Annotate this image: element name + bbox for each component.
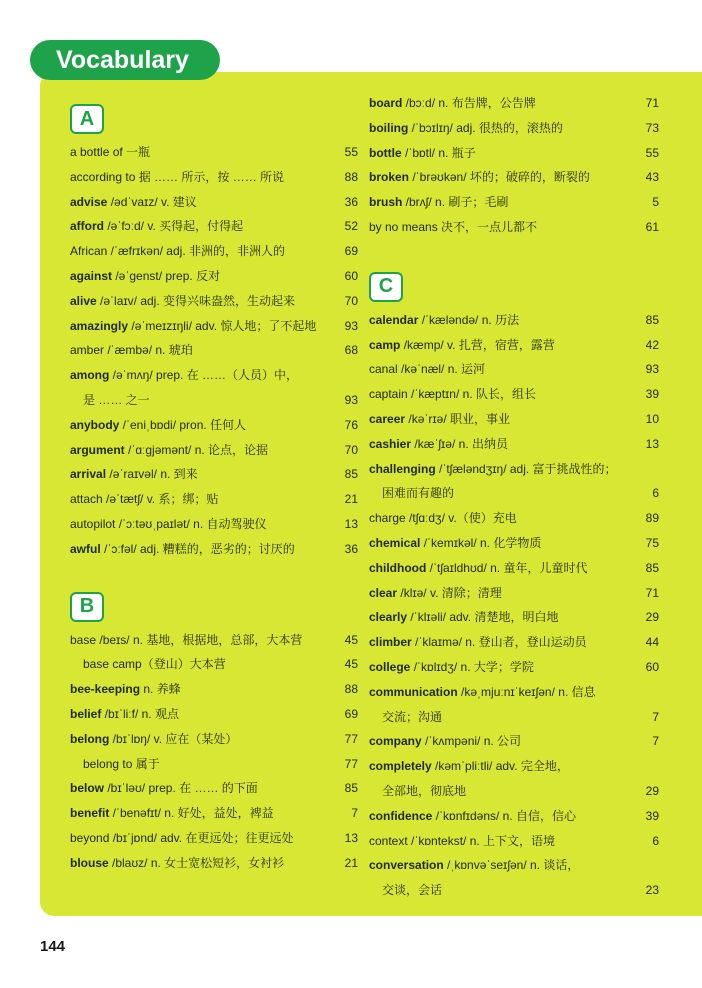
vocab-page-ref: 85 — [645, 560, 659, 575]
vocab-entry — [70, 654, 358, 674]
vocab-entry — [369, 310, 659, 330]
vocab-entry — [369, 508, 659, 528]
vocab-entry-text — [369, 657, 534, 677]
vocab-entry — [70, 291, 358, 311]
vocab-entry-text — [382, 483, 454, 503]
vocab-headword: blouse — [70, 855, 109, 870]
vocab-page-ref: 45 — [344, 657, 358, 672]
vocab-entry — [70, 729, 358, 749]
vocab-entry-text — [70, 803, 274, 823]
vocab-headword: confidence — [369, 808, 433, 823]
vocab-page-ref: 75 — [645, 536, 659, 550]
vocab-page-ref: 36 — [344, 194, 358, 209]
vocab-entry-text — [369, 558, 587, 578]
vocab-entry-text — [70, 778, 258, 798]
vocab-definition: /ˈbenəfɪt/ n. 好处，益处，裨益 — [109, 806, 274, 821]
vocab-definition: amber /ˈæmbə/ n. 琥珀 — [70, 343, 193, 358]
vocab-page-ref: 68 — [344, 343, 358, 358]
vocab-headword: completely — [369, 759, 432, 774]
vocab-headword: benefit — [70, 806, 110, 821]
vocab-entry-text — [369, 93, 536, 113]
vocab-headword: clear — [369, 585, 398, 600]
vocab-entry — [369, 707, 659, 727]
vocab-entry — [369, 483, 659, 503]
vocab-page-ref: 69 — [344, 707, 358, 721]
vocab-headword: amazingly — [70, 318, 129, 333]
vocab-entry-text — [70, 142, 150, 162]
vocab-headword: advise — [70, 194, 108, 209]
vocab-definition: canal /kəˈnæl/ n. 运河 — [369, 362, 486, 377]
vocab-page-ref: 77 — [344, 756, 358, 771]
vocab-entry — [70, 754, 358, 774]
vocab-entry — [369, 533, 659, 553]
vocab-headword: camp — [369, 337, 401, 352]
vocab-page-ref: 10 — [645, 412, 659, 426]
vocab-headword: challenging — [369, 461, 436, 476]
vocab-definition: /ˈbrəʊkən/ 坏的；破碎的，断裂的 — [409, 170, 590, 185]
vocab-page-ref: 5 — [652, 195, 659, 210]
vocab-entry — [369, 384, 659, 404]
vocab-entry-text — [382, 707, 442, 727]
vocab-page-ref: 70 — [344, 293, 358, 308]
vocab-headword: calendar — [369, 312, 419, 327]
vocab-definition: /ˈeniˌbɒdi/ pron. 任何人 — [119, 417, 247, 432]
vocab-entry-text — [369, 335, 555, 355]
vocab-page-ref: 21 — [344, 855, 358, 870]
vocab-definition: 困难而有趣的 — [382, 486, 455, 501]
vocab-entry-text — [70, 489, 218, 509]
vocab-entry-text — [70, 729, 237, 749]
vocab-definition: by no means 决不，一点儿都不 — [369, 220, 538, 234]
section-letter-c: C — [369, 272, 403, 302]
vocab-page-ref: 13 — [645, 436, 659, 451]
vocab-entry — [369, 143, 659, 163]
vocab-page-ref: 23 — [645, 883, 659, 898]
vocab-entry-text — [369, 533, 541, 553]
vocab-page-ref: 60 — [344, 269, 358, 283]
vocab-page-ref: 60 — [645, 660, 659, 674]
vocab-definition: /ˈɑːɡjəmənt/ n. 论点，论据 — [124, 442, 269, 457]
vocab-page-ref: 13 — [344, 831, 358, 845]
vocab-entry — [70, 489, 358, 509]
vocab-headword: company — [369, 734, 422, 749]
vocab-entry — [369, 459, 659, 479]
vocab-entry — [369, 192, 659, 212]
vocab-page-ref: 43 — [645, 170, 659, 185]
vocab-entry-text — [70, 415, 246, 435]
vocab-entry-text — [70, 340, 193, 360]
vocab-page-ref: 73 — [645, 120, 659, 135]
vocab-definition: /ˈbɒtl/ n. 瓶子 — [401, 145, 476, 160]
vocab-definition: /ˈkʌmpəni/ n. 公司 — [421, 734, 522, 749]
vocab-entry-text — [70, 440, 268, 460]
vocab-entry-text — [70, 679, 181, 699]
page-title: Vocabulary — [30, 40, 220, 80]
vocab-entry-text — [70, 464, 198, 484]
vocab-definition: 交谈，会话 — [382, 883, 443, 898]
vocab-entry — [369, 682, 659, 702]
vocab-entry-text — [70, 266, 220, 286]
vocab-definition: /kəmˈpliːtli/ adv. 完全地， — [431, 759, 569, 774]
section-letter-a: A — [70, 104, 104, 134]
vocab-entry-text — [83, 754, 160, 774]
vocab-entry — [70, 415, 358, 435]
vocab-page-ref: 29 — [645, 784, 659, 798]
vocab-entry — [369, 217, 659, 237]
vocab-headword: chemical — [369, 536, 421, 550]
vocab-entry — [369, 118, 659, 138]
vocab-definition: /blaʊz/ n. 女士宽松短衫，女衬衫 — [108, 855, 285, 870]
vocab-entry-text — [369, 855, 579, 875]
vocab-entry-text — [83, 390, 150, 410]
vocab-page-ref: 61 — [645, 220, 659, 234]
vocab-definition: /ˈklɪəli/ adv. 清楚地，明白地 — [407, 610, 559, 625]
vocab-entry-text — [70, 630, 302, 650]
vocab-entry — [70, 704, 358, 724]
vocab-headword: childhood — [369, 560, 427, 575]
vocab-entry — [369, 335, 659, 355]
vocab-entry — [369, 806, 659, 826]
vocab-page-ref: 93 — [344, 318, 358, 333]
vocab-entry — [70, 440, 358, 460]
vocab-entry — [70, 390, 358, 410]
vocab-page-ref: 71 — [645, 585, 659, 600]
vocab-entry-text — [369, 143, 476, 163]
vocab-entry-text — [70, 291, 295, 311]
vocab-definition: /bɪˈləʊ/ prep. 在 …… 的下面 — [104, 781, 258, 796]
section-letter-b: B — [70, 592, 104, 622]
vocab-page-ref: 88 — [344, 169, 358, 184]
vocab-page-ref: 71 — [645, 96, 659, 110]
vocab-headword: belong — [70, 731, 110, 746]
vocab-headword: boiling — [369, 120, 409, 135]
vocab-entry — [70, 167, 358, 187]
vocab-page-ref: 55 — [645, 145, 659, 160]
vocab-definition: 交流；沟通 — [382, 709, 443, 724]
vocab-definition: according to 据 …… 所示，按 …… 所说 — [70, 169, 285, 184]
vocab-entry — [70, 241, 358, 261]
vocab-entry — [70, 192, 358, 212]
vocab-entry-text — [70, 853, 284, 873]
vocab-page-ref: 70 — [344, 442, 358, 457]
vocab-entry-text — [70, 167, 284, 187]
vocab-definition: /əˈlaɪv/ adj. 变得兴味盎然，生动起来 — [96, 293, 296, 308]
vocabulary-panel — [40, 72, 702, 916]
vocab-headword: clearly — [369, 610, 408, 625]
vocab-definition: /əˈfɔːd/ v. 买得起，付得起 — [104, 219, 244, 234]
vocab-definition: /brʌʃ/ n. 刷子；毛刷 — [402, 195, 509, 210]
vocab-definition: /kəˌmjuːnɪˈkeɪʃən/ n. 信息 — [457, 684, 596, 699]
vocab-entry-text — [70, 365, 298, 385]
vocab-entry — [369, 583, 659, 603]
vocab-entry-text — [369, 217, 537, 237]
vocab-definition: /klɪə/ v. 清除；清理 — [397, 585, 502, 600]
vocab-page-ref: 93 — [645, 362, 659, 377]
vocab-entry — [369, 558, 659, 578]
vocab-entry — [369, 359, 659, 379]
vocab-entry — [369, 657, 659, 677]
vocab-definition: a bottle of 一瓶 — [70, 145, 151, 159]
vocab-entry — [70, 853, 358, 873]
vocab-entry-text — [83, 654, 226, 674]
vocab-entry — [70, 539, 358, 559]
vocab-page-ref: 7 — [652, 709, 659, 724]
vocab-entry-text — [70, 192, 197, 212]
vocab-page-ref: 55 — [344, 145, 358, 159]
vocab-entry — [70, 778, 358, 798]
vocab-entry-text — [70, 539, 295, 559]
vocab-entry — [70, 365, 358, 385]
vocab-definition: belong to 属于 — [83, 756, 160, 771]
vocab-page-ref: 39 — [645, 808, 659, 823]
vocab-definition: n. 养蜂 — [140, 682, 181, 697]
vocab-entry — [369, 756, 659, 776]
vocab-definition: base /beɪs/ n. 基地，根据地，总部，大本营 — [70, 632, 303, 647]
vocab-page-ref: 6 — [652, 833, 659, 848]
vocab-entry — [70, 266, 358, 286]
vocab-page-ref: 85 — [344, 781, 358, 796]
vocab-definition: /ˈkɒnfɪdəns/ n. 自信，信心 — [432, 808, 577, 823]
vocab-page-ref: 29 — [645, 610, 659, 625]
vocab-headword: brush — [369, 195, 403, 210]
vocab-headword: awful — [70, 541, 101, 556]
vocab-definition: 是 …… 之一 — [83, 393, 150, 407]
vocab-headword: bee-keeping — [70, 682, 141, 697]
vocab-definition: context /ˈkɒntekst/ n. 上下文，语境 — [369, 833, 556, 848]
vocab-headword: alive — [70, 293, 97, 308]
vocab-page-ref: 85 — [344, 467, 358, 482]
vocab-definition: /ˈkæləndə/ n. 历法 — [418, 312, 520, 327]
vocab-headword: anybody — [70, 417, 120, 432]
vocab-entry — [369, 409, 659, 429]
vocab-headword: afford — [70, 219, 104, 234]
vocab-definition: attach /əˈtætʃ/ v. 系；绑；贴 — [70, 492, 219, 507]
vocab-entry — [369, 434, 659, 454]
vocab-headword: arrival — [70, 467, 107, 482]
vocab-definition: charge /tʃɑːdʒ/ v.（使）充电 — [369, 511, 517, 526]
vocab-entry — [369, 781, 659, 801]
vocab-headword: broken — [369, 170, 410, 185]
vocab-entry-text — [369, 192, 508, 212]
vocab-headword: board — [369, 96, 403, 110]
vocab-entry-text — [70, 241, 285, 261]
vocab-definition: captain /ˈkæptɪn/ n. 队长，组长 — [369, 387, 536, 402]
vocab-definition: /əˈɡenst/ prep. 反对 — [112, 269, 221, 283]
vocab-headword: argument — [70, 442, 125, 457]
vocab-entry-text — [70, 514, 267, 534]
vocab-page-ref: 77 — [344, 731, 358, 746]
vocab-entry-text — [369, 682, 596, 702]
vocab-definition: /kæmp/ v. 扎营，宿营，露营 — [400, 337, 555, 352]
vocab-entry — [70, 828, 358, 848]
vocab-entry — [70, 316, 358, 336]
vocab-entry — [70, 630, 358, 650]
vocab-entry — [369, 731, 659, 751]
vocab-entry-text — [369, 434, 508, 454]
vocab-headword: belief — [70, 707, 102, 721]
vocab-page-ref: 45 — [344, 632, 358, 647]
vocab-page-ref: 21 — [344, 492, 358, 507]
vocab-page-ref: 76 — [344, 417, 358, 432]
vocab-entry-text — [369, 607, 558, 627]
vocab-entry — [369, 855, 659, 875]
vocab-definition: /kəˈrɪə/ 职业，事业 — [405, 412, 510, 426]
vocab-page-ref: 7 — [652, 734, 659, 749]
vocab-entry — [70, 803, 358, 823]
vocab-entry-text — [369, 118, 563, 138]
vocab-definition: /əˈmʌŋ/ prep. 在 ……（人员）中， — [109, 368, 299, 383]
vocab-entry — [369, 93, 659, 113]
vocab-entry-text — [70, 704, 179, 724]
vocab-page-ref: 85 — [645, 312, 659, 327]
vocab-headword: climber — [369, 635, 412, 650]
vocab-entry — [70, 216, 358, 236]
vocab-entry — [70, 340, 358, 360]
vocab-page-ref: 89 — [645, 511, 659, 526]
vocab-entry — [70, 679, 358, 699]
vocab-entry — [70, 464, 358, 484]
vocab-page-ref: 6 — [652, 486, 659, 501]
vocab-definition: /ˌkɒnvəˈseɪʃən/ n. 谈话， — [443, 858, 580, 873]
vocab-definition: /bɪˈliːf/ n. 观点 — [101, 707, 179, 721]
vocab-entry-text — [369, 583, 502, 603]
vocab-definition: /ˈkɒlɪdʒ/ n. 大学；学院 — [410, 660, 534, 674]
vocab-entry-text — [369, 731, 521, 751]
vocab-entry-text — [369, 409, 510, 429]
vocab-headword: against — [70, 269, 113, 283]
vocab-definition: /ˈbɔɪlɪŋ/ adj. 很热的，滚热的 — [408, 120, 563, 135]
vocab-definition: /ˈkemɪkəl/ n. 化学物质 — [420, 536, 542, 550]
vocab-headword: communication — [369, 684, 458, 699]
vocab-entry-text — [369, 359, 485, 379]
vocab-entry-text — [70, 216, 243, 236]
vocab-page-ref: 88 — [344, 682, 358, 697]
vocab-entry — [369, 831, 659, 851]
vocab-entry-text — [369, 806, 576, 826]
vocab-definition: 全部地，彻底地 — [382, 784, 467, 798]
vocab-entry — [70, 142, 358, 162]
vocab-definition: African /ˈæfrɪkən/ adj. 非洲的，非洲人的 — [70, 244, 285, 259]
vocab-entry — [369, 632, 659, 652]
vocab-page-ref: 39 — [645, 387, 659, 402]
vocab-headword: college — [369, 660, 411, 674]
vocab-entry-text — [382, 781, 466, 801]
vocab-entry-text — [382, 880, 442, 900]
vocab-page-ref: 44 — [645, 635, 659, 650]
vocab-page-ref: 7 — [351, 806, 358, 821]
vocab-entry-text — [369, 756, 569, 776]
vocab-headword: career — [369, 412, 406, 426]
vocab-headword: among — [70, 368, 110, 383]
vocab-definition: base camp（登山）大本营 — [83, 657, 226, 672]
vocab-headword: conversation — [369, 858, 444, 873]
vocab-definition: /kæˈʃɪə/ n. 出纳员 — [411, 436, 508, 451]
vocab-entry-text — [369, 384, 536, 404]
vocab-definition: /ˈtʃaɪldhʊd/ n. 童年，儿童时代 — [426, 560, 588, 575]
vocab-page-ref: 36 — [344, 541, 358, 556]
vocab-definition: /əˈmeɪzɪŋli/ adv. 惊人地；了不起地 — [128, 318, 317, 333]
vocab-definition: /bɔːd/ n. 布告牌，公告牌 — [402, 96, 536, 110]
vocab-entry — [369, 167, 659, 187]
vocab-definition: /ədˈvaɪz/ v. 建议 — [107, 194, 197, 209]
vocab-headword: below — [70, 781, 105, 796]
vocab-definition: autopilot /ˈɔːtəʊˌpaɪlət/ n. 自动驾驶仪 — [70, 517, 267, 531]
page-number: 144 — [40, 938, 66, 955]
vocab-definition: /ˈklaɪmə/ n. 登山者，登山运动员 — [411, 635, 587, 650]
vocab-entry-text — [70, 828, 293, 848]
vocab-definition: beyond /bɪˈjɒnd/ adv. 在更远处；往更远处 — [70, 831, 294, 845]
vocab-headword: cashier — [369, 436, 412, 451]
vocab-entry-text — [369, 167, 590, 187]
vocab-definition: /əˈraɪvəl/ n. 到来 — [106, 467, 198, 482]
vocab-headword: bottle — [369, 145, 402, 160]
vocab-page-ref: 93 — [344, 393, 358, 407]
vocab-page-ref: 52 — [344, 219, 358, 234]
vocab-entry-text — [70, 316, 316, 336]
vocab-definition: /ˈɔːfəl/ adj. 糟糕的，恶劣的；讨厌的 — [100, 541, 295, 556]
vocab-entry — [369, 607, 659, 627]
vocab-entry-text — [369, 831, 555, 851]
vocab-entry-text — [369, 310, 519, 330]
vocab-entry-text — [369, 459, 617, 479]
vocab-entry-text — [369, 632, 587, 652]
vocab-definition: /bɪˈlɒŋ/ v. 应在（某处） — [109, 731, 238, 746]
vocab-definition: /ˈtʃæləndʒɪŋ/ adj. 富于挑战性的； — [435, 461, 617, 476]
vocab-page-ref: 42 — [645, 337, 659, 352]
vocab-page-ref: 69 — [344, 244, 358, 259]
vocab-entry — [369, 880, 659, 900]
vocab-page-ref: 13 — [344, 517, 358, 531]
vocab-entry-text — [369, 508, 517, 528]
vocab-entry — [70, 514, 358, 534]
